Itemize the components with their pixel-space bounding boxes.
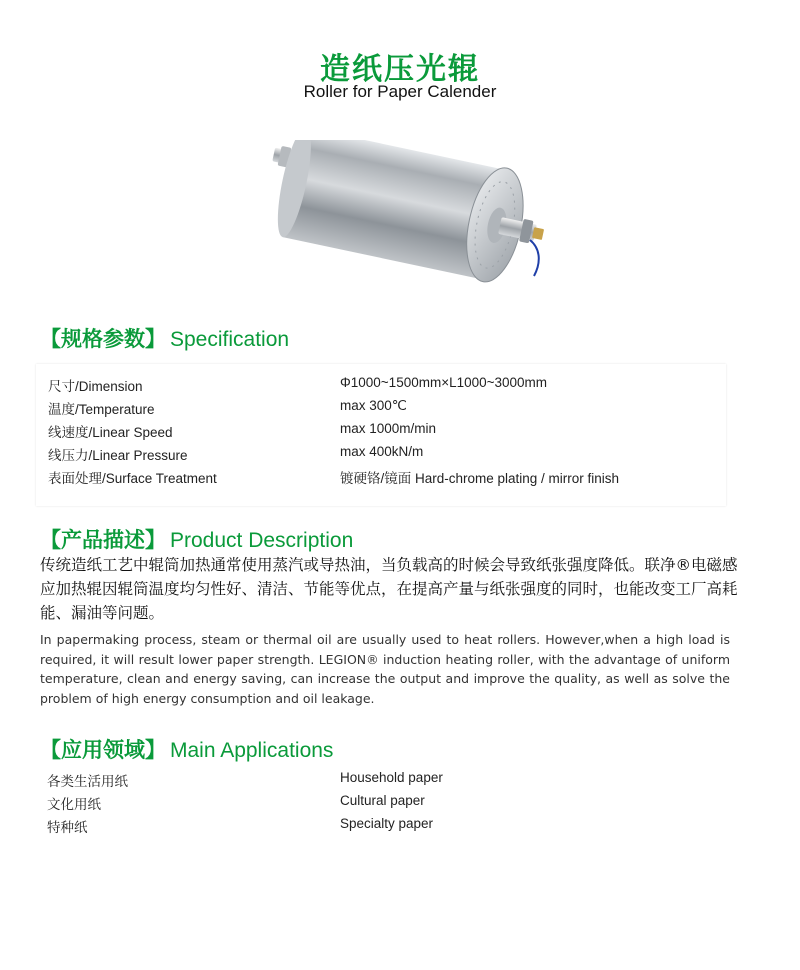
roller-body xyxy=(271,140,533,287)
spec-label: 表面处理/Surface Treatment xyxy=(48,471,217,486)
description-heading-en: Product Description xyxy=(170,529,354,552)
page-title-cn: 造纸压光辊 xyxy=(320,52,480,87)
description-text-en: In papermaking process, steam or thermal oil are usually used to heat rollers. However,when a high load is required, it will result lower paper strength. LEGION® induction heating roller, with the advantage of uniform temperature, clean and energy saving, can increase the output and improve the quality, as well as solve the problem of high energy consumption and oil leakage. xyxy=(40,632,730,706)
application-value: Specialty paper xyxy=(340,816,434,831)
applications-heading-en: Main Applications xyxy=(170,739,334,762)
description-text-cn: 传统造纸工艺中辊筒加热通常使用蒸汽或导热油，当负载高的时候会导致纸张强度降低。联净®电磁感应加热辊因辊筒温度均匀性好、清洁、节能等优点，在提高产量与纸张强度的同时，也能改变工厂高耗能、漏油等问题。 xyxy=(40,556,738,622)
application-label: 特种纸 xyxy=(47,820,88,835)
application-label: 文化用纸 xyxy=(47,797,101,812)
specification-table xyxy=(36,364,726,506)
specification-heading-en: Specification xyxy=(170,328,290,351)
description-heading-cn: 【产品描述】 xyxy=(40,528,166,552)
cable xyxy=(530,240,539,276)
application-value: Household paper xyxy=(340,770,443,785)
page-title-en: Roller for Paper Calender xyxy=(303,82,497,101)
spec-label: 线速度/Linear Speed xyxy=(48,425,173,440)
spec-value: max 300℃ xyxy=(340,398,407,413)
specification-heading-cn: 【规格参数】 xyxy=(40,327,166,351)
applications-heading-cn: 【应用领域】 xyxy=(40,738,166,762)
spec-value: max 1000m/min xyxy=(340,421,437,436)
spec-value: 镀硬铬/镜面 Hard-chrome plating / mirror finish xyxy=(340,471,620,486)
spec-label: 尺寸/Dimension xyxy=(48,379,143,394)
description-heading xyxy=(40,524,353,554)
spec-label: 温度/Temperature xyxy=(48,402,155,417)
spec-value: max 400kN/m xyxy=(340,444,424,459)
spec-label: 线压力/Linear Pressure xyxy=(48,448,188,463)
specification-heading xyxy=(40,323,289,353)
roller-image xyxy=(260,140,550,290)
application-label: 各类生活用纸 xyxy=(47,774,128,789)
application-value: Cultural paper xyxy=(340,793,425,808)
applications-heading xyxy=(40,734,333,764)
spec-value: Φ1000~1500mm×L1000~3000mm xyxy=(340,375,548,390)
